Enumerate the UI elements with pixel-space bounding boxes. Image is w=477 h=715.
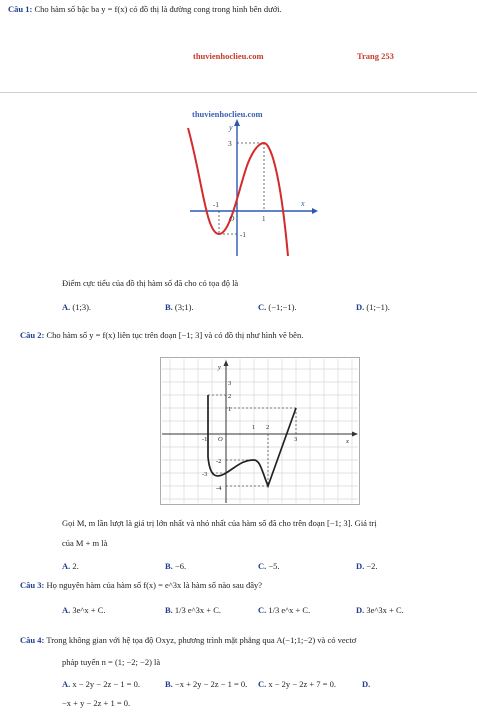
q2-label-neg3: -3 <box>202 471 208 478</box>
q4-line <box>20 635 356 645</box>
q2-label-1y: 1 <box>228 406 232 413</box>
q4-label: Câu 4: <box>20 635 45 645</box>
q4-option-b-letter: B. <box>165 679 173 689</box>
q2-option-a-letter: A. <box>62 561 71 571</box>
q2-x-label: x <box>346 438 349 445</box>
site-name: thuvienhoclieu.com <box>193 51 264 61</box>
q4-option-d <box>362 679 370 689</box>
q1-text: Cho hàm số bậc ba y = f(x) có đồ thị là đường cong trong hình bên dưới. <box>34 4 282 14</box>
q2-label-2y: 2 <box>228 393 232 400</box>
q3-option-d <box>356 605 404 615</box>
q2-option-d-letter: D. <box>356 561 365 571</box>
q3-option-a-letter: A. <box>62 605 71 615</box>
q3-option-b-text: 1/3 e^3x + C. <box>174 605 222 615</box>
q1-option-d-text: (1;−1). <box>366 302 390 312</box>
q2-option-a-text: 2. <box>72 561 79 571</box>
q2-option-b-letter: B. <box>165 561 173 571</box>
q3-option-b-letter: B. <box>165 605 173 615</box>
q2-label: Câu 2: <box>20 330 45 340</box>
q2-option-b <box>165 561 186 571</box>
page-number: Trang 253 <box>357 51 394 61</box>
q4-option-b <box>165 679 247 689</box>
q3-option-d-text: 3e^3x + C. <box>366 605 404 615</box>
q2-label-neg1: -1 <box>202 436 208 443</box>
q1-option-c-letter: C. <box>258 302 267 312</box>
header-rule-top <box>0 92 477 93</box>
q1-y-label: y <box>229 123 233 132</box>
q1-y-arrow <box>234 119 240 126</box>
q4-option-d-letter: D. <box>362 679 371 689</box>
q4-option-d-wrap: −x + y − 2z + 1 = 0. <box>62 698 131 708</box>
q2-body-line2: của M + m là <box>62 538 108 548</box>
q1-label-neg1x: -1 <box>213 201 219 209</box>
q4-line2: pháp tuyến n = (1; −2; −2) là <box>62 657 161 667</box>
q2-label-neg2: -2 <box>216 458 222 465</box>
q2-label-origin: O <box>218 436 223 443</box>
q1-watermark: thuvienhoclieu.com <box>192 109 263 119</box>
q4-option-b-text: −x + 2y − 2z − 1 = 0. <box>174 679 248 689</box>
q1-label-1: 1 <box>262 215 266 223</box>
q1-graph <box>180 108 320 258</box>
q1-x-arrow <box>312 208 318 214</box>
q2-option-c-text: −5. <box>268 561 280 571</box>
q1-label-origin: O <box>229 214 235 223</box>
q1-prompt: Điểm cực tiểu của đồ thị hàm số đã cho có tọa độ là <box>62 278 239 288</box>
q3-label: Câu 3: <box>20 580 45 590</box>
q2-option-a <box>62 561 79 571</box>
q3-option-c <box>258 605 310 615</box>
q2-option-c <box>258 561 280 571</box>
q1-option-c <box>258 302 297 312</box>
q1-option-a <box>62 302 91 312</box>
q2-y-label: y <box>218 364 221 371</box>
q2-line <box>20 330 303 340</box>
q1-option-a-letter: A. <box>62 302 71 312</box>
q4-option-c-letter: C. <box>258 679 267 689</box>
q2-option-c-letter: C. <box>258 561 267 571</box>
q2-label-2x: 2 <box>266 424 270 431</box>
q4-option-c <box>258 679 336 689</box>
q1-option-b-letter: B. <box>165 302 173 312</box>
q1-option-c-text: (−1;−1). <box>268 302 297 312</box>
q1-option-d-letter: D. <box>356 302 365 312</box>
q3-option-b <box>165 605 221 615</box>
q1-option-a-text: (1;3). <box>72 302 92 312</box>
q2-option-b-text: −6. <box>174 561 187 571</box>
q2-label-1x: 1 <box>252 424 256 431</box>
q3-option-d-letter: D. <box>356 605 365 615</box>
q3-option-c-letter: C. <box>258 605 267 615</box>
q1-option-b-text: (3;1). <box>174 302 194 312</box>
q2-option-d <box>356 561 378 571</box>
q2-text: Cho hàm số y = f(x) liên tục trên đoạn [−1; 3] và có đồ thị như hình vẽ bên. <box>46 330 304 340</box>
q1-label-3: 3 <box>228 139 232 148</box>
q4-option-a <box>62 679 140 689</box>
q3-option-a-text: 3e^x + C. <box>72 605 106 615</box>
q2-label-3x: 3 <box>294 436 298 443</box>
q3-option-a <box>62 605 106 615</box>
q1-label-neg1y: -1 <box>240 231 246 239</box>
q2-option-d-text: −2. <box>366 561 378 571</box>
q1-option-d <box>356 302 390 312</box>
q4-option-a-letter: A. <box>62 679 71 689</box>
q3-line <box>20 580 262 590</box>
q2-label-3y: 3 <box>228 380 232 387</box>
q3-option-c-text: 1/3 e^x + C. <box>268 605 311 615</box>
q3-text: Họ nguyên hàm của hàm số f(x) = e^3x là hàm số nào sau đây? <box>46 580 263 590</box>
q2-graph <box>160 357 360 505</box>
q1-curve <box>188 128 288 256</box>
q2-label-neg4: -4 <box>216 485 222 492</box>
q1-x-label: x <box>301 199 305 208</box>
q2-body-line1: Gọi M, m lần lượt là giá trị lớn nhất và nhỏ nhất của hàm số đã cho trên đoạn [−1; 3]. Giá trị <box>62 518 377 528</box>
q1-line <box>8 4 282 14</box>
q4-option-c-text: x − 2y − 2z + 7 = 0. <box>268 679 336 689</box>
q1-option-b <box>165 302 194 312</box>
q4-text: Trong không gian với hệ tọa độ Oxyz, phương trình mặt phẳng qua A(−1;1;−2) và có vectơ <box>46 635 357 645</box>
q4-option-a-text: x − 2y − 2z − 1 = 0. <box>72 679 140 689</box>
q1-label: Câu 1: <box>8 4 33 14</box>
